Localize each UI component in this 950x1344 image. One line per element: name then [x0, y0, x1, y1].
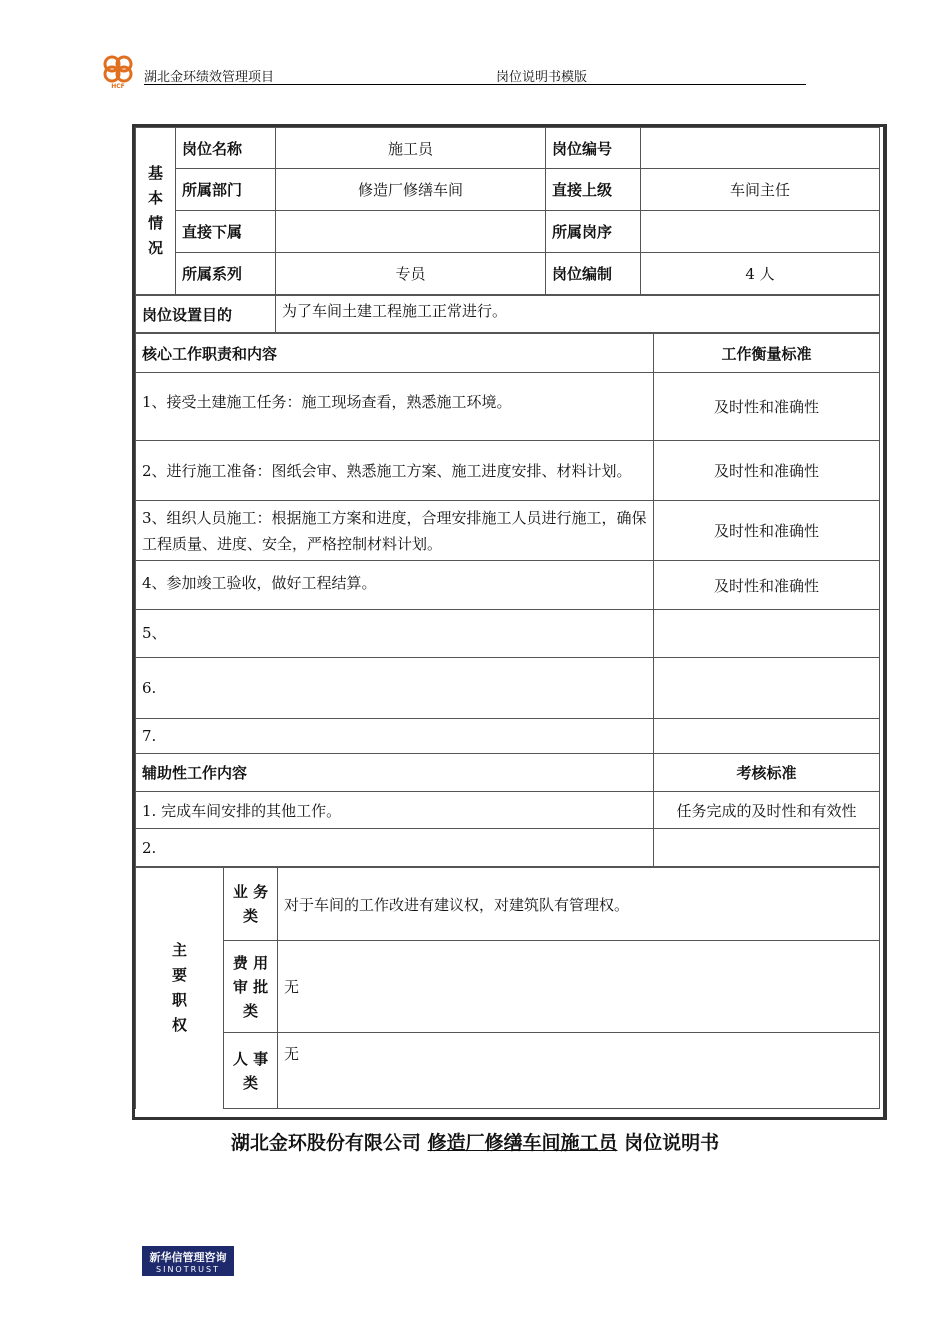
authority-value: 对于车间的工作改进有建议权，对建筑队有管理权。	[278, 868, 880, 941]
core-duty-standard: 及时性和准确性	[654, 561, 880, 610]
value-department: 修造厂修缮车间	[276, 169, 546, 211]
label-subordinates: 直接下属	[176, 211, 276, 253]
company-logo	[100, 54, 138, 90]
document-title	[0, 1128, 950, 1155]
aux-duty-standard: 任务完成的及时性和有效性	[654, 792, 880, 829]
aux-duty-item: 2.	[136, 829, 654, 867]
svg-text:HCF: HCF	[111, 83, 125, 90]
consultant-logo-cn: 新华信管理咨询	[149, 1251, 227, 1264]
authority-value: 无	[278, 941, 880, 1033]
core-duty-standard	[654, 658, 880, 719]
basic-section-label: 基 本 情 况	[136, 128, 176, 295]
core-duty-item: 1、接受土建施工任务：施工现场查看，熟悉施工环境。	[136, 373, 654, 441]
value-headcount: 4 人	[641, 253, 880, 295]
job-description-form	[132, 124, 887, 1120]
core-duty-standard	[654, 610, 880, 658]
core-duty-standard: 及时性和准确性	[654, 373, 880, 441]
core-duty-standard: 及时性和准确性	[654, 441, 880, 501]
project-name: 湖北金环绩效管理项目	[144, 70, 275, 85]
label-purpose: 岗位设置目的	[136, 296, 276, 333]
aux-duty-standard	[654, 829, 880, 867]
authority-type: 人 事 类	[224, 1033, 278, 1109]
authority-table	[135, 867, 880, 1109]
aux-duty-item: 1. 完成车间安排的其他工作。	[136, 792, 654, 829]
label-series: 所属系列	[176, 253, 276, 295]
page-header	[100, 54, 808, 90]
core-duty-item: 2、进行施工准备：图纸会审、熟悉施工方案、施工进度安排、材料计划。	[136, 441, 654, 501]
authority-type: 费 用 审 批 类	[224, 941, 278, 1033]
consultant-logo	[142, 1246, 234, 1276]
label-position-name: 岗位名称	[176, 128, 276, 169]
label-department: 所属部门	[176, 169, 276, 211]
purpose-table	[135, 295, 880, 333]
label-headcount: 岗位编制	[546, 253, 641, 295]
core-duty-item: 5、	[136, 610, 654, 658]
core-duty-item: 6.	[136, 658, 654, 719]
value-supervisor: 车间主任	[641, 169, 880, 211]
authority-section-label: 主 要 职 权	[136, 868, 224, 1109]
core-duty-item: 7.	[136, 719, 654, 754]
aux-duties-header: 辅助性工作内容	[136, 754, 654, 792]
aux-standard-header: 考核标准	[654, 754, 880, 792]
value-position-code	[641, 128, 880, 169]
core-duty-standard	[654, 719, 880, 754]
authority-type: 业 务 类	[224, 868, 278, 941]
document-type: 岗位说明书模版	[496, 70, 588, 85]
label-position-code: 岗位编号	[546, 128, 641, 169]
core-duties-header: 核心工作职责和内容	[136, 334, 654, 373]
value-series: 专员	[276, 253, 546, 295]
value-purpose: 为了车间土建工程施工正常进行。	[276, 296, 880, 333]
core-duty-item: 3、组织人员施工：根据施工方案和进度，合理安排施工人员进行施工，确保工程质量、进度、安全，严格控制材料计划。	[136, 501, 654, 561]
title-suffix: 岗位说明书	[624, 1132, 720, 1154]
core-duty-standard: 及时性和准确性	[654, 501, 880, 561]
basic-info-table	[135, 127, 880, 295]
value-subordinates	[276, 211, 546, 253]
title-position: 修造厂修缮车间施工员	[427, 1132, 618, 1154]
core-standard-header: 工作衡量标准	[654, 334, 880, 373]
title-company: 湖北金环股份有限公司	[230, 1132, 421, 1154]
value-position-name: 施工员	[276, 128, 546, 169]
label-supervisor: 直接上级	[546, 169, 641, 211]
authority-value: 无	[278, 1033, 880, 1109]
value-rank	[641, 211, 880, 253]
core-duties-table	[135, 333, 880, 867]
label-rank: 所属岗序	[546, 211, 641, 253]
header-divider	[144, 84, 806, 85]
core-duty-item: 4、参加竣工验收，做好工程结算。	[136, 561, 654, 610]
consultant-logo-en: SINOTRUST	[156, 1265, 220, 1274]
